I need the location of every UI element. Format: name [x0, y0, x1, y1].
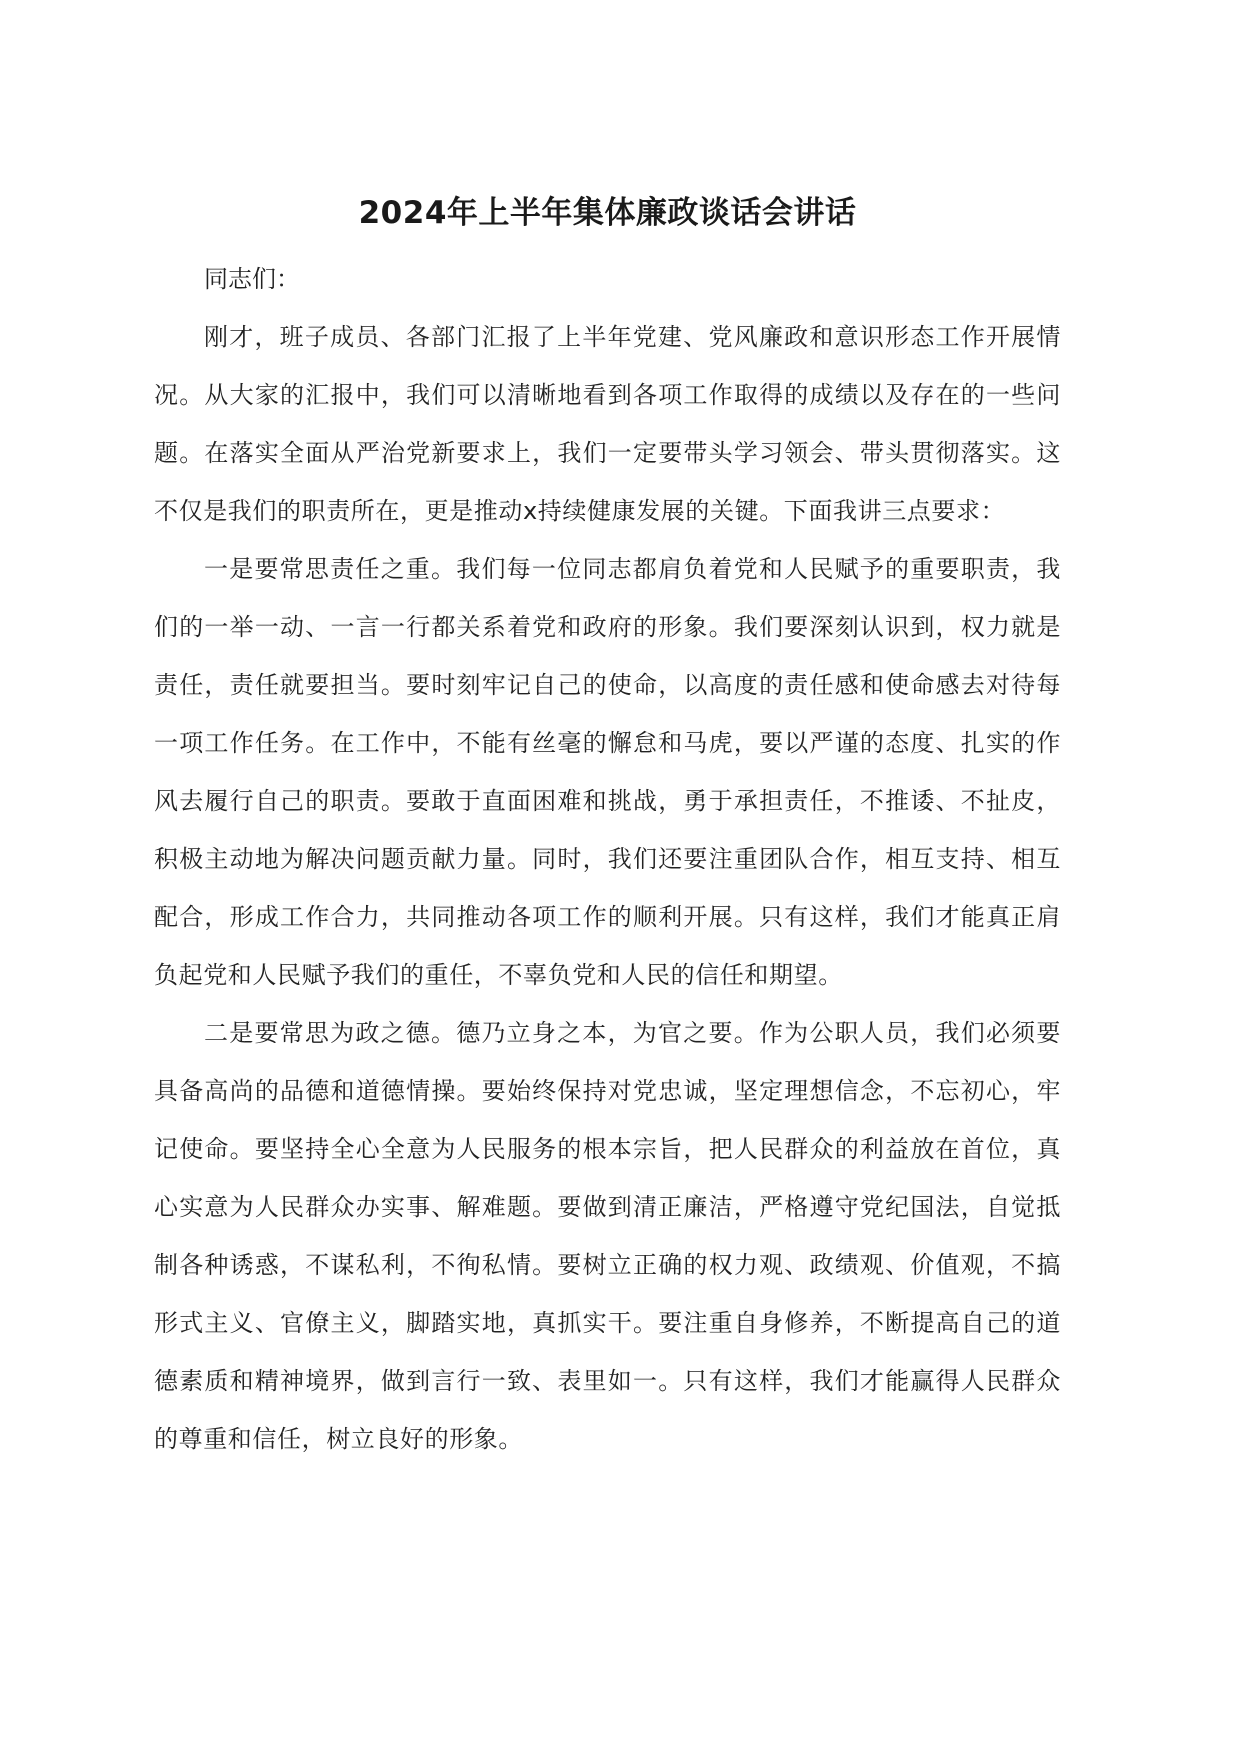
paragraph-opening: 刚才，班子成员、各部门汇报了上半年党建、党风廉政和意识形态工作开展情况。从大家的汇报中，我们可以清晰地看到各项工作取得的成绩以及存在的一些问题。在落实全面从严治党新要求上，我们一定要带头学习领会、带头贯彻落实。这不仅是我们的职责所在，更是推动x持续健康发展的关键。下面我讲三点要求：	[154, 323, 1061, 525]
paragraph-virtue: 二是要常思为政之德。德乃立身之本，为官之要。作为公职人员，我们必须要具备高尚的品德和道德情操。要始终保持对党忠诚，坚定理想信念，不忘初心，牢记使命。要坚持全心全意为人民服务的根本宗旨，把人民群众的利益放在首位，真心实意为人民群众办实事、解难题。要做到清正廉洁，严格遵守党纪国法，自觉抵制各种诱惑，不谋私利，不徇私情。要树立正确的权力观、政绩观、价值观，不搞形式主义、官僚主义，脚踏实地，真抓实干。要注重自身修养，不断提高自己的道德素质和精神境界，做到言行一致、表里如一。只有这样，我们才能赢得人民群众的尊重和信任，树立良好的形象。	[154, 1019, 1061, 1453]
document-body	[154, 188, 1061, 1468]
document-title: 2024年上半年集体廉政谈话会讲话	[358, 195, 857, 231]
salutation: 同志们：	[204, 265, 300, 293]
paragraph-responsibility: 一是要常思责任之重。我们每一位同志都肩负着党和人民赋予的重要职责，我们的一举一动、一言一行都关系着党和政府的形象。我们要深刻认识到，权力就是责任，责任就要担当。要时刻牢记自己的使命，以高度的责任感和使命感去对待每一项工作任务。在工作中，不能有丝毫的懈怠和马虎，要以严谨的态度、扎实的作风去履行自己的职责。要敢于直面困难和挑战，勇于承担责任，不推诿、不扯皮，积极主动地为解决问题贡献力量。同时，我们还要注重团队合作，相互支持、相互配合，形成工作合力，共同推动各项工作的顺利开展。只有这样，我们才能真正肩负起党和人民赋予我们的重任，不辜负党和人民的信任和期望。	[154, 555, 1061, 989]
